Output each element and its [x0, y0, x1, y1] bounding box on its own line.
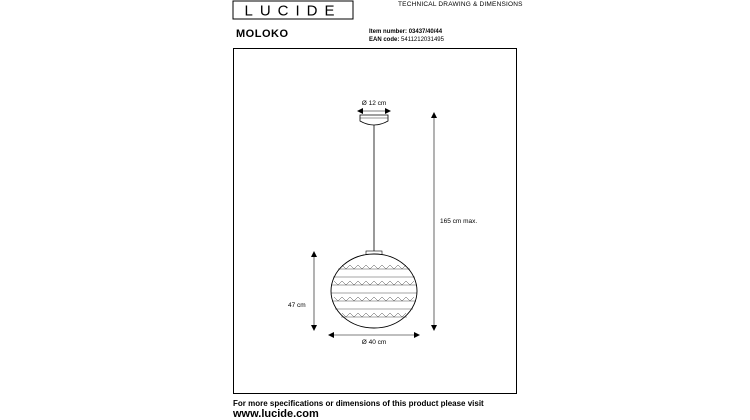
ean-label: EAN code:	[369, 37, 400, 43]
drawing-frame	[233, 48, 517, 394]
item-number-label: Item number:	[369, 29, 408, 35]
lamp-shade	[331, 251, 417, 328]
product-name: MOLOKO	[236, 28, 289, 40]
website-link[interactable]: www.lucide.com	[233, 408, 319, 420]
logo-text: LUCIDE	[244, 2, 342, 20]
shade-height-label: 47 cm	[288, 302, 306, 309]
item-number-value: 03437/40/44	[408, 29, 443, 35]
ean-code	[369, 37, 444, 44]
lucide-logo	[232, 0, 354, 20]
total-height-label: 165 cm max.	[440, 218, 478, 225]
ceiling-canopy	[360, 115, 388, 125]
canopy-diameter-label: Ø 12 cm	[361, 100, 387, 107]
footer-note: For more specifications or dimensions of this product please visit	[233, 399, 484, 408]
ean-value: 5411212031495	[401, 37, 444, 43]
pendant-lamp-drawing	[234, 49, 518, 395]
document-type: TECHNICAL DRAWING & DIMENSIONS	[398, 1, 523, 8]
shade-diameter-label: Ø 40 cm	[361, 339, 387, 346]
item-number	[369, 29, 442, 36]
